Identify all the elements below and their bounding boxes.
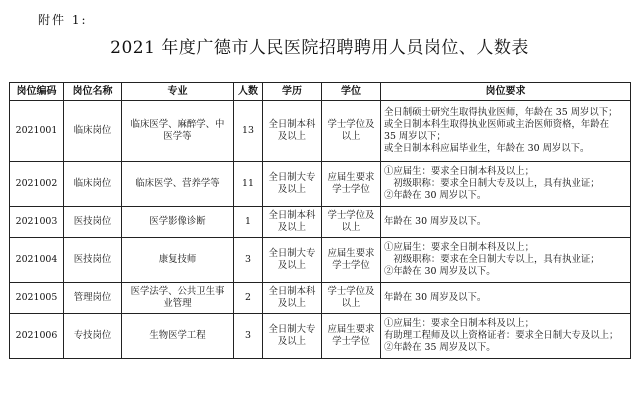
cell-degree-line: 以上: [341, 131, 361, 142]
cell-degree: [322, 283, 381, 314]
cell-requirements-line: 年龄在 30 周岁及以下。: [384, 292, 487, 303]
cell-major: [122, 207, 234, 238]
cell-major-line: 医学影像诊断: [149, 216, 206, 227]
column-header-degree: 学位: [322, 83, 381, 101]
cell-requirements: [381, 283, 631, 314]
table-row: [10, 238, 631, 283]
cell-requirements: [381, 314, 631, 359]
cell-education: [263, 101, 322, 162]
cell-degree: [322, 207, 381, 238]
cell-code: 2021003: [10, 207, 64, 238]
cell-education-line: 及以上: [277, 222, 307, 233]
cell-degree-line: 以上: [341, 222, 361, 233]
cell-major-line: 临床医学、营养学等: [135, 178, 220, 189]
cell-degree-line: 以上: [341, 298, 361, 309]
cell-major: [122, 314, 234, 359]
cell-count: 3: [234, 238, 263, 283]
cell-degree-line: 学士学位: [332, 336, 370, 347]
cell-major: [122, 283, 234, 314]
cell-requirements-line: 或全日制本科生取得执业医师或主治医师资格，年龄在: [384, 119, 610, 130]
cell-education: [263, 283, 322, 314]
cell-count: 3: [234, 314, 263, 359]
cell-requirements-line: 有助理工程师及以上资格证者：要求全日制大专及以上；: [384, 330, 619, 341]
cell-education-line: 全日制大专: [268, 248, 316, 259]
cell-degree-line: 学士学位: [332, 184, 370, 195]
cell-requirements-line: ①应届生：要求全日制本科及以上；: [384, 242, 535, 253]
cell-count: 1: [234, 207, 263, 238]
cell-requirements-line: ①应届生：要求全日制本科及以上；: [384, 318, 535, 329]
cell-education-line: 及以上: [277, 336, 307, 347]
cell-name: 专技岗位: [64, 314, 122, 359]
cell-code: 2021001: [10, 101, 64, 162]
cell-major-line: 生物医学工程: [149, 330, 206, 341]
cell-major: [122, 101, 234, 162]
cell-count: 2: [234, 283, 263, 314]
cell-requirements-line: 全日制硕士研究生取得执业医师，年龄在 35 周岁以下；: [384, 107, 618, 118]
cell-requirements-line: 初级职称：要求在全日制大专以上，具有执业证；: [384, 254, 600, 265]
cell-major-line: 康复技师: [158, 254, 197, 265]
table-row: [10, 162, 631, 207]
column-header-requirements: 岗位要求: [381, 83, 631, 101]
cell-name: 管理岗位: [64, 283, 122, 314]
cell-requirements-line: 35 周岁以下；: [384, 131, 446, 142]
cell-education-line: 及以上: [277, 184, 307, 195]
cell-major-line: 医学法学、公共卫生事: [130, 286, 225, 297]
cell-education: [263, 238, 322, 283]
cell-requirements: [381, 238, 631, 283]
cell-degree-line: 应届生要求: [327, 172, 375, 183]
cell-education: [263, 207, 322, 238]
table-row: [10, 101, 631, 162]
cell-education-line: 及以上: [277, 298, 307, 309]
cell-degree-line: 学士学位及: [327, 286, 375, 297]
column-header-name: 岗位名称: [64, 83, 122, 101]
cell-major-line: 医学等: [163, 131, 192, 142]
cell-major: [122, 162, 234, 207]
cell-name: 临床岗位: [64, 162, 122, 207]
cell-degree: [322, 314, 381, 359]
table-row: [10, 283, 631, 314]
cell-degree: [322, 162, 381, 207]
cell-major: [122, 238, 234, 283]
cell-degree-line: 学士学位及: [327, 119, 375, 130]
attachment-label: 附件 1:: [38, 13, 88, 27]
cell-education-line: 全日制本科: [268, 210, 316, 221]
cell-degree-line: 学士学位及: [327, 210, 375, 221]
cell-education-line: 全日制本科: [268, 286, 316, 297]
cell-code: 2021002: [10, 162, 64, 207]
cell-education-line: 全日制大专: [268, 324, 316, 335]
cell-code: 2021005: [10, 283, 64, 314]
column-header-code: 岗位编码: [10, 83, 64, 101]
cell-education-line: 全日制大专: [268, 172, 316, 183]
cell-code: 2021004: [10, 238, 64, 283]
cell-requirements-line: 年龄在 30 周岁及以下。: [384, 216, 487, 227]
cell-education: [263, 162, 322, 207]
cell-major-line: 临床医学、麻醉学、中: [130, 119, 225, 130]
cell-degree-line: 应届生要求: [327, 248, 375, 259]
cell-name: 医技岗位: [64, 238, 122, 283]
cell-requirements: [381, 207, 631, 238]
cell-requirements-line: ②年龄在 35 周岁及以下。: [384, 342, 496, 353]
table-row: [10, 207, 631, 238]
cell-requirements-line: ①应届生：要求全日制本科及以上；: [384, 166, 535, 177]
cell-name: 医技岗位: [64, 207, 122, 238]
cell-requirements-line: 初级职称：要求全日制大专及以上，具有执业证；: [384, 178, 600, 189]
positions-table: [9, 82, 631, 359]
cell-name: 临床岗位: [64, 101, 122, 162]
cell-degree-line: 应届生要求: [327, 324, 375, 335]
table-row: [10, 314, 631, 359]
cell-education-line: 及以上: [277, 131, 307, 142]
cell-degree-line: 学士学位: [332, 260, 370, 271]
cell-education-line: 及以上: [277, 260, 307, 271]
column-header-major: 专业: [122, 83, 234, 101]
column-header-education: 学历: [263, 83, 322, 101]
cell-count: 11: [234, 162, 263, 207]
cell-degree: [322, 101, 381, 162]
cell-degree: [322, 238, 381, 283]
cell-education: [263, 314, 322, 359]
cell-requirements-line: 或全日制本科应届毕业生，年龄在 30 周岁以下。: [384, 143, 590, 154]
cell-count: 13: [234, 101, 263, 162]
document-title: 2021 年度广德市人民医院招聘聘用人员岗位、人数表: [110, 38, 529, 58]
cell-requirements-line: ②年龄在 30 周岁及以下。: [384, 266, 496, 277]
cell-major-line: 业管理: [163, 298, 192, 309]
cell-requirements: [381, 101, 631, 162]
cell-code: 2021006: [10, 314, 64, 359]
table-header-row: [10, 83, 631, 101]
cell-requirements-line: ②年龄在 30 周岁以下。: [384, 190, 487, 201]
cell-education-line: 全日制本科: [268, 119, 316, 130]
column-header-count: 人数: [234, 83, 263, 101]
cell-requirements: [381, 162, 631, 207]
